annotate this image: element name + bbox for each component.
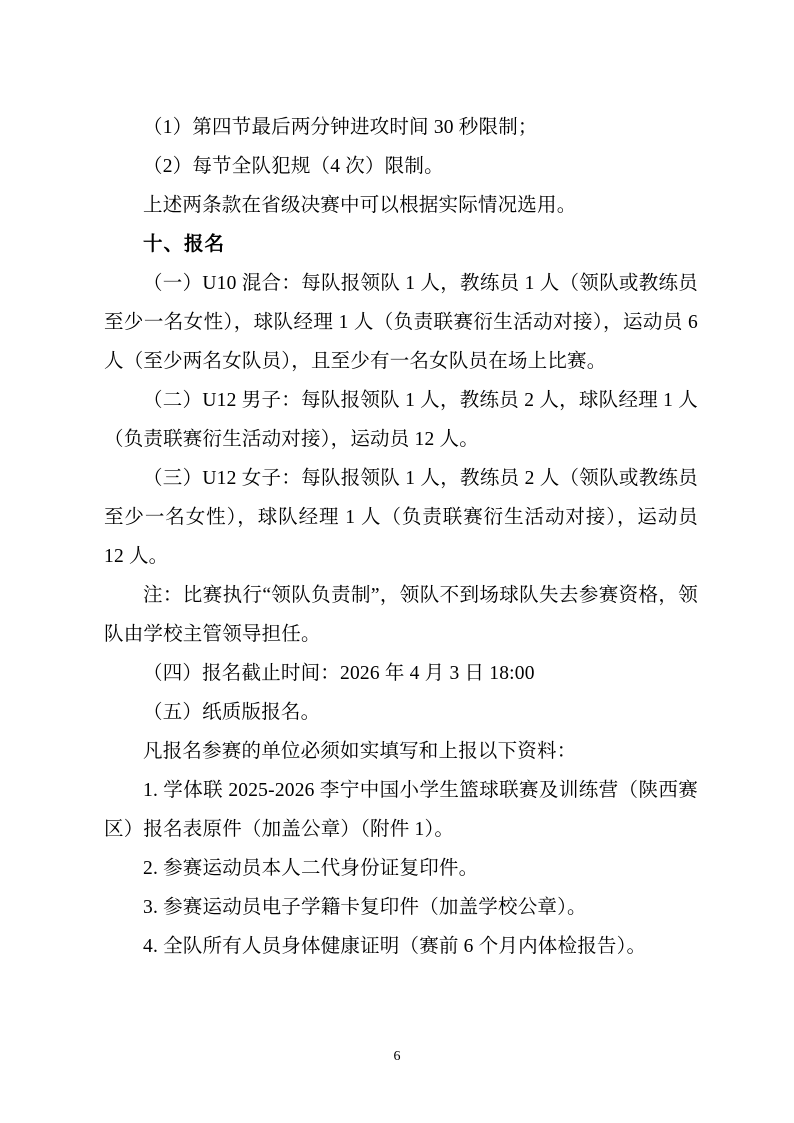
paragraph-material-3: 3. 参赛运动员电子学籍卡复印件（加盖学校公章）。: [143, 897, 587, 918]
paragraph-rule-note: 上述两条款在省级决赛中可以根据实际情况选用。: [143, 195, 577, 216]
paragraph-leader-note: 注：比赛执行“领队负责制”，领队不到场球队失去参赛资格，领队由学校主管领导担任。: [104, 585, 698, 645]
document-body: [104, 108, 698, 966]
paragraph-deadline: （四）报名截止时间：2026 年 4 月 3 日 18:00: [143, 663, 535, 684]
paragraph-u12-boys: （二）U12 男子：每队报领队 1 人，教练员 2 人，球队经理 1 人（负责联赛衍生活动对接），运动员 12 人。: [104, 390, 698, 450]
section-heading-registration: 十、报名: [143, 234, 226, 255]
paragraph-rule-1: （1）第四节最后两分钟进攻时间 30 秒限制；: [143, 117, 538, 138]
paragraph-u12-girls: （三）U12 女子：每队报领队 1 人，教练员 2 人（领队或教练员至少一名女性），球队经理 1 人（负责联赛衍生活动对接），运动员 12 人。: [104, 468, 698, 567]
page-number: 6: [393, 1049, 401, 1064]
paragraph-paper-registration: （五）纸质版报名。: [143, 702, 321, 723]
paragraph-rule-2: （2）每节全队犯规（4 次）限制。: [143, 156, 444, 177]
paragraph-material-2: 2. 参赛运动员本人二代身份证复印件。: [143, 858, 479, 879]
paragraph-material-4: 4. 全队所有人员身体健康证明（赛前 6 个月内体检报告）。: [143, 936, 647, 957]
paragraph-material-1: 1. 学体联 2025-2026 李宁中国小学生篮球联赛及训练营（陕西赛区）报名表原件（加盖公章）（附件 1）。: [104, 780, 698, 840]
paragraph-materials-intro: 凡报名参赛的单位必须如实填写和上报以下资料：: [143, 741, 577, 762]
paragraph-u10-mixed: （一）U10 混合：每队报领队 1 人，教练员 1 人（领队或教练员至少一名女性），球队经理 1 人（负责联赛衍生活动对接），运动员 6 人（至少两名女队员），且至少有一名女队员在场上比赛。: [104, 273, 698, 372]
